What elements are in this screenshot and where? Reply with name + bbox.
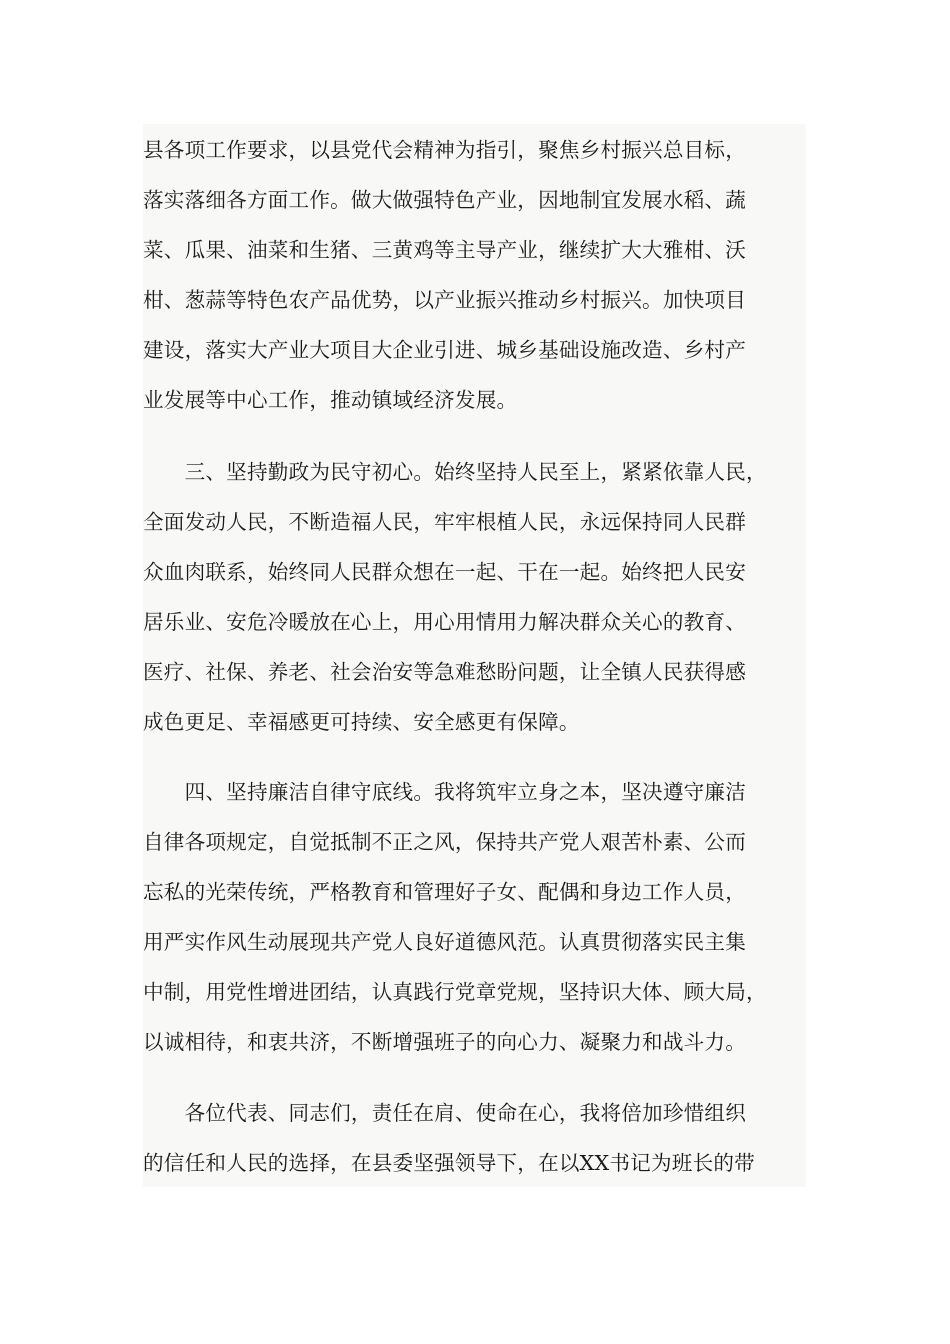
text-line: 县各项工作要求，以县党代会精神为指引，聚焦乡村振兴总目标， (143, 138, 747, 162)
text-line: 柑、葱蒜等特色农产品优势，以产业振兴推动乡村振兴。加快项目 (143, 288, 747, 312)
text-line: 成色更足、幸福感更可持续、安全感更有保障。 (143, 710, 580, 734)
text-line: 落实落细各方面工作。做大做强特色产业，因地制宜发展水稻、蔬 (143, 188, 747, 212)
text-line: 四、坚持廉洁自律守底线。我将筑牢立身之本，坚决遵守廉洁 (143, 780, 747, 804)
text-line: 中制，用党性增进团结，认真践行党章党规，坚持识大体、顾大局， (143, 980, 767, 1004)
text-line: 医疗、社保、养老、社会治安等急难愁盼问题，让全镇人民获得感 (143, 660, 747, 684)
text-line: 业发展等中心工作，推动镇域经济发展。 (143, 388, 518, 412)
text-line: 众血肉联系，始终同人民群众想在一起、干在一起。始终把人民安 (143, 560, 747, 584)
text-line: 用严实作风生动展现共产党人良好道德风范。认真贯彻落实民主集 (143, 930, 747, 954)
text-line: 以诚相待，和衷共济，不断增强班子的向心力、凝聚力和战斗力。 (143, 1030, 747, 1054)
text-line: 三、坚持勤政为民守初心。始终坚持人民至上，紧紧依靠人民， (143, 460, 767, 484)
text-line: 各位代表、同志们，责任在肩、使命在心，我将倍加珍惜组织 (143, 1101, 747, 1125)
text-line: 建设，落实大产业大项目大企业引进、城乡基础设施改造、乡村产 (143, 338, 747, 362)
text-line: 的信任和人民的选择，在县委坚强领导下，在以XX书记为班长的带 (143, 1151, 755, 1175)
text-line: 居乐业、安危冷暖放在心上，用心用情用力解决群众关心的教育、 (143, 610, 747, 634)
text-line: 全面发动人民，不断造福人民，牢牢根植人民，永远保持同人民群 (143, 510, 747, 534)
text-line: 自律各项规定，自觉抵制不正之风，保持共产党人艰苦朴素、公而 (143, 830, 747, 854)
text-line: 忘私的光荣传统，严格教育和管理好子女、配偶和身边工作人员， (143, 880, 747, 904)
text-line: 菜、瓜果、油菜和生猪、三黄鸡等主导产业，继续扩大大雅柑、沃 (143, 238, 747, 262)
